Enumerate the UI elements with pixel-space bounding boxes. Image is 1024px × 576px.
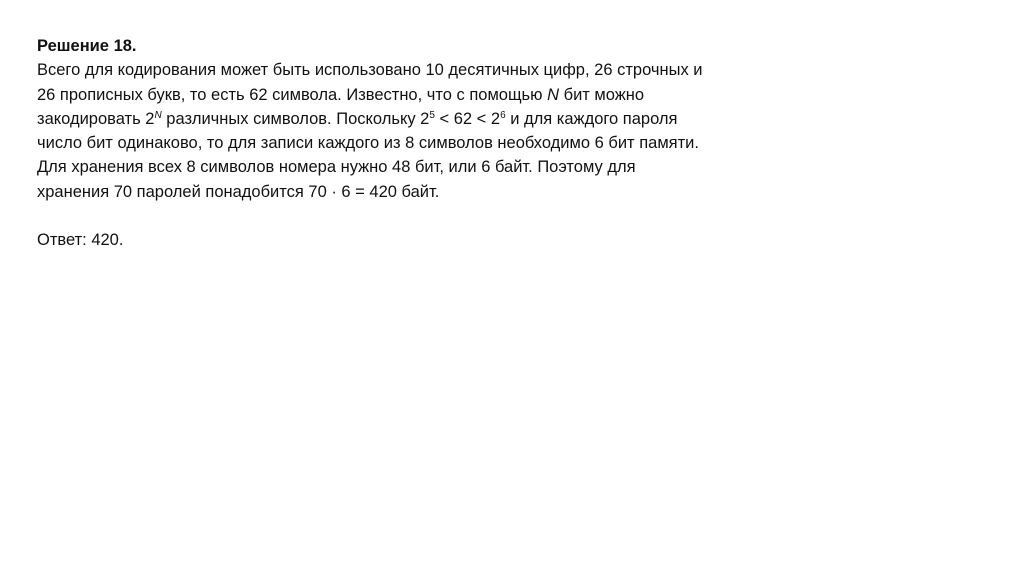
solution-title: Решение 18. bbox=[37, 37, 137, 55]
line-2-end: бит можно bbox=[559, 85, 645, 104]
variable-n: N bbox=[547, 85, 560, 104]
solution-line-2 bbox=[37, 83, 857, 107]
solution-text bbox=[37, 58, 857, 204]
line-2-text: 26 прописных букв, то есть 62 символа. Известно, что с помощью bbox=[37, 85, 548, 104]
line-3-part-c: < 62 < 2 bbox=[434, 109, 501, 128]
exponent-n: N bbox=[154, 109, 162, 121]
line-3-part-b: различных символов. Поскольку 2 bbox=[161, 109, 430, 128]
solution-line-6: хранения 70 паролей понадобится 70 · 6 = 420 байт. bbox=[37, 182, 440, 201]
solution-line-3 bbox=[37, 107, 857, 131]
solution-line-4: число бит одинаково, то для записи каждого из 8 символов необходимо 6 бит памяти. bbox=[37, 134, 699, 153]
exponent-5: 5 bbox=[429, 109, 435, 121]
solution-block bbox=[37, 34, 857, 253]
answer-text: Ответ: 420. bbox=[37, 231, 124, 250]
exponent-6: 6 bbox=[500, 109, 506, 121]
solution-line-5: Для хранения всех 8 символов номера нужно 48 бит, или 6 байт. Поэтому для bbox=[37, 158, 636, 177]
line-3-part-a: закодировать 2 bbox=[37, 109, 155, 128]
solution-line-1: Всего для кодирования может быть использовано 10 десятичных цифр, 26 строчных и bbox=[37, 61, 703, 80]
line-3-part-d: и для каждого пароля bbox=[505, 109, 678, 128]
